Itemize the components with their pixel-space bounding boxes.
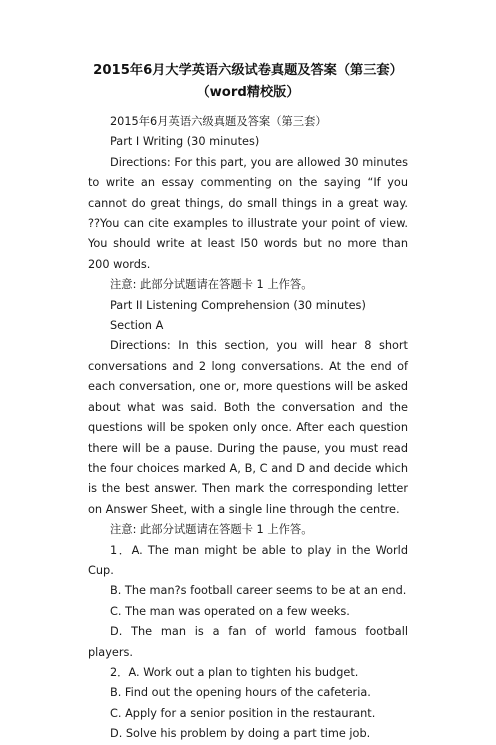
part-two-heading: Part II Listening Comprehension (30 minutes) xyxy=(110,298,366,312)
listening-directions: Directions: In this section, you will hear 8 short conversations and 2 long conversations. At the end of each conversation, one or, more questions will be asked about what was said. Both the conversation and the questions will be spoken only once. After each question there will be a pause. During the pause, you must read the four choices marked A, B, C and D and decide which is the best answer. Then mark the corresponding letter on Answer Sheet, with a single line through the centre. xyxy=(88,339,408,516)
part-one-heading: Part I Writing (30 minutes) xyxy=(110,135,260,149)
question-2-option-c: C. Apply for a senior position in the restaurant. xyxy=(110,706,376,720)
answer-sheet-note: 注意: 此部分试题请在答题卡 1 上作答。 xyxy=(110,278,313,292)
subtitle-line: 2015年6月英语六级真题及答案（第三套） xyxy=(110,115,327,128)
question-1-option-c: C. The man was operated on a few weeks. xyxy=(110,604,350,618)
question-1-option-b: B. The man?s football career seems to be at an end. xyxy=(110,584,407,598)
question-1-option-d: D. The man is a fan of world famous football players. xyxy=(88,625,408,659)
question-2-option-b: B. Find out the opening hours of the cafeteria. xyxy=(110,686,371,700)
question-2-option-a: 2．A. Work out a plan to tighten his budget. xyxy=(110,665,359,679)
question-1-option-a: 1．A. The man might be able to play in the World Cup. xyxy=(88,543,408,577)
writing-directions: Directions: For this part, you are allowed 30 minutes to write an essay commenting on the saying “If you cannot do great things, do small things in a great way. ??You can cite examples to illustrate your point of view. You should write at least l50 words but no more than 200 words. xyxy=(88,155,408,271)
question-2-option-d: D. Solve his problem by doing a part time job. xyxy=(110,727,371,741)
document-title: 2015年6月大学英语六级试卷真题及答案（第三套）（word精校版） xyxy=(93,63,403,100)
document-body xyxy=(88,112,408,745)
section-a-heading: Section A xyxy=(110,319,164,333)
answer-sheet-note: 注意: 此部分试题请在答题卡 1 上作答。 xyxy=(110,523,313,537)
